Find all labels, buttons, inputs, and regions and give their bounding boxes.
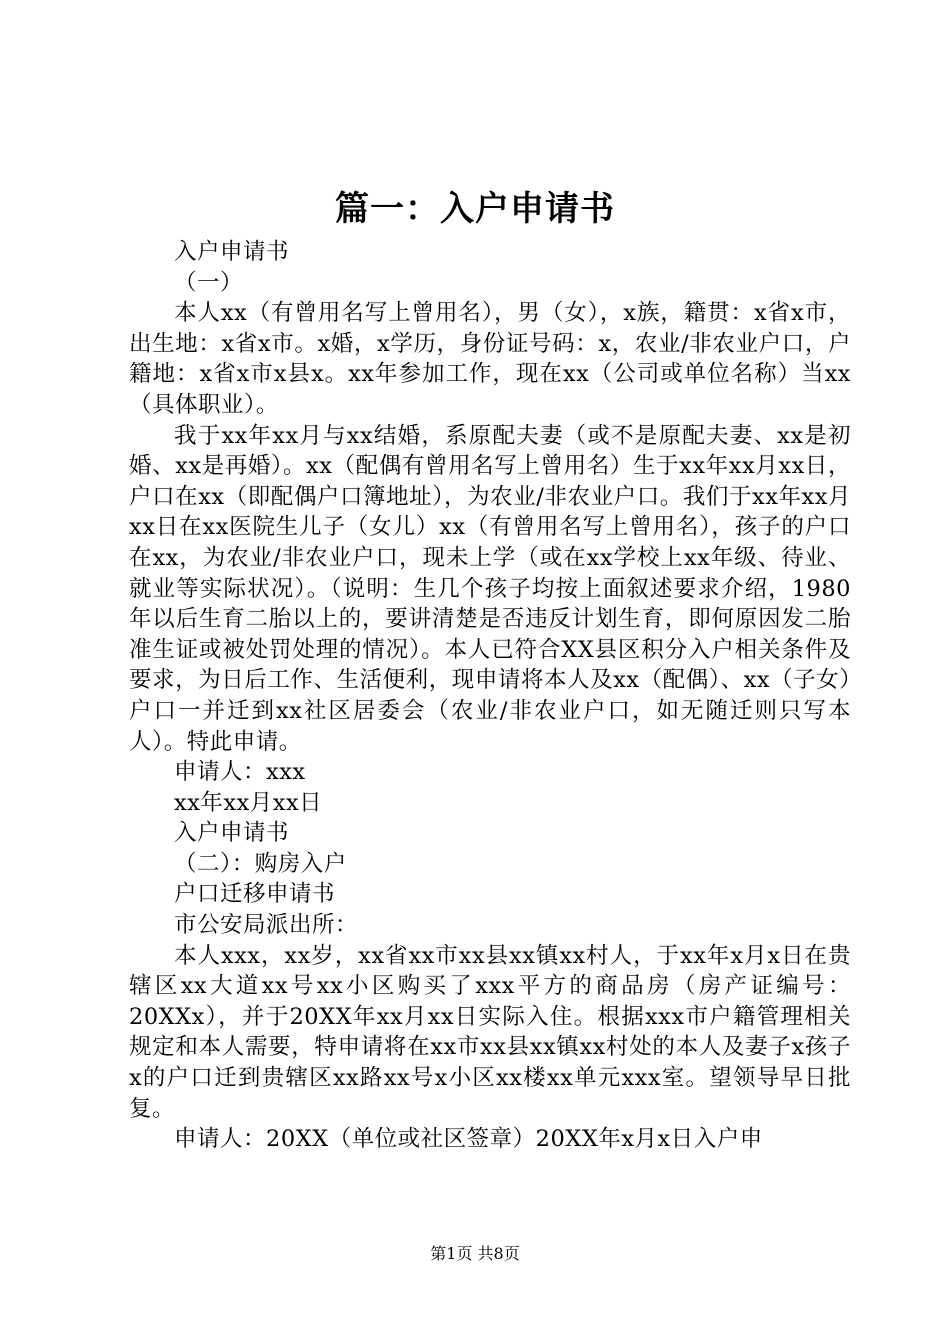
date-line-1: xx年xx月xx日 <box>174 789 323 816</box>
addressee-line: 市公安局派出所： <box>174 912 359 939</box>
paragraph-personal-info: 本人xx（有曾用名写上曾用名），男（女），x族，籍贯：x省x市，出生地：x省x市。x婚，x学历，身份证号码：x，农业/非农业户口，户籍地：x省x市x县x。xx年参加工作，现在xx（公司或单位名称）当xx（具体职业）。 <box>129 300 851 418</box>
paragraph-family-info: 我于xx年xx月与xx结婚，系原配夫妻（或不是原配夫妻、xx是初婚、xx是再婚）。xx（配偶有曾用名写上曾用名）生于xx年xx月xx日，户口在xx（即配偶户口簿地址），为农业/非农业户口。我们于xx年xx月xx日在xx医院生儿子（女儿）xx（有曾用名写上曾用名），孩子的户口在xx，为农业/非农业户口，现未上学（或在xx学校上xx年级、待业、就业等实际状况）。（说明：生几个孩子均按上面叙述要求介绍，1980年以后生育二胎以上的，要讲清楚是否违反计划生育，即何原因发二胎准生证或被处罚处理的情况）。本人已符合XX县区积分入户相关条件及要求，为日后工作、生活便利，现申请将本人及xx（配偶）、xx（子女）户口一并迁到xx社区居委会（农业/非农业户口，如无随迁则只写本人）。特此申请。 <box>129 422 851 755</box>
section-number-1: （一） <box>174 269 244 296</box>
document-body <box>129 237 851 1155</box>
applicant-line-1: 申请人：xxx <box>174 759 306 786</box>
page-number: 第1页 共8页 <box>430 1244 520 1263</box>
applicant-line-2: 申请人：20XX（单位或社区签章）20XX年x月x日入户申 <box>174 1126 763 1153</box>
section-heading-2: 入户申请书 <box>174 820 290 847</box>
section-heading-1: 入户申请书 <box>174 239 290 265</box>
section-number-2: （二）：购房入户 <box>174 850 347 877</box>
paragraph-purchase-info: 本人xxx，xx岁，xx省xx市xx县xx镇xx村人，于xx年x月x日在贵辖区xx大道xx号xx小区购买了xxx平方的商品房（房产证编号：20XXx），并于20XX年xx月xx日实际入住。根据xxx市户籍管理相关规定和本人需要，特申请将在xx市xx县xx镇xx村处的本人及妻子x孩子x的户口迁到贵辖区xx路xx号x小区xx楼xx单元xxx室。望领导早日批复。 <box>129 942 851 1122</box>
document-title: 篇一：入户申请书 <box>335 189 615 229</box>
migration-title: 户口迁移申请书 <box>174 881 336 908</box>
